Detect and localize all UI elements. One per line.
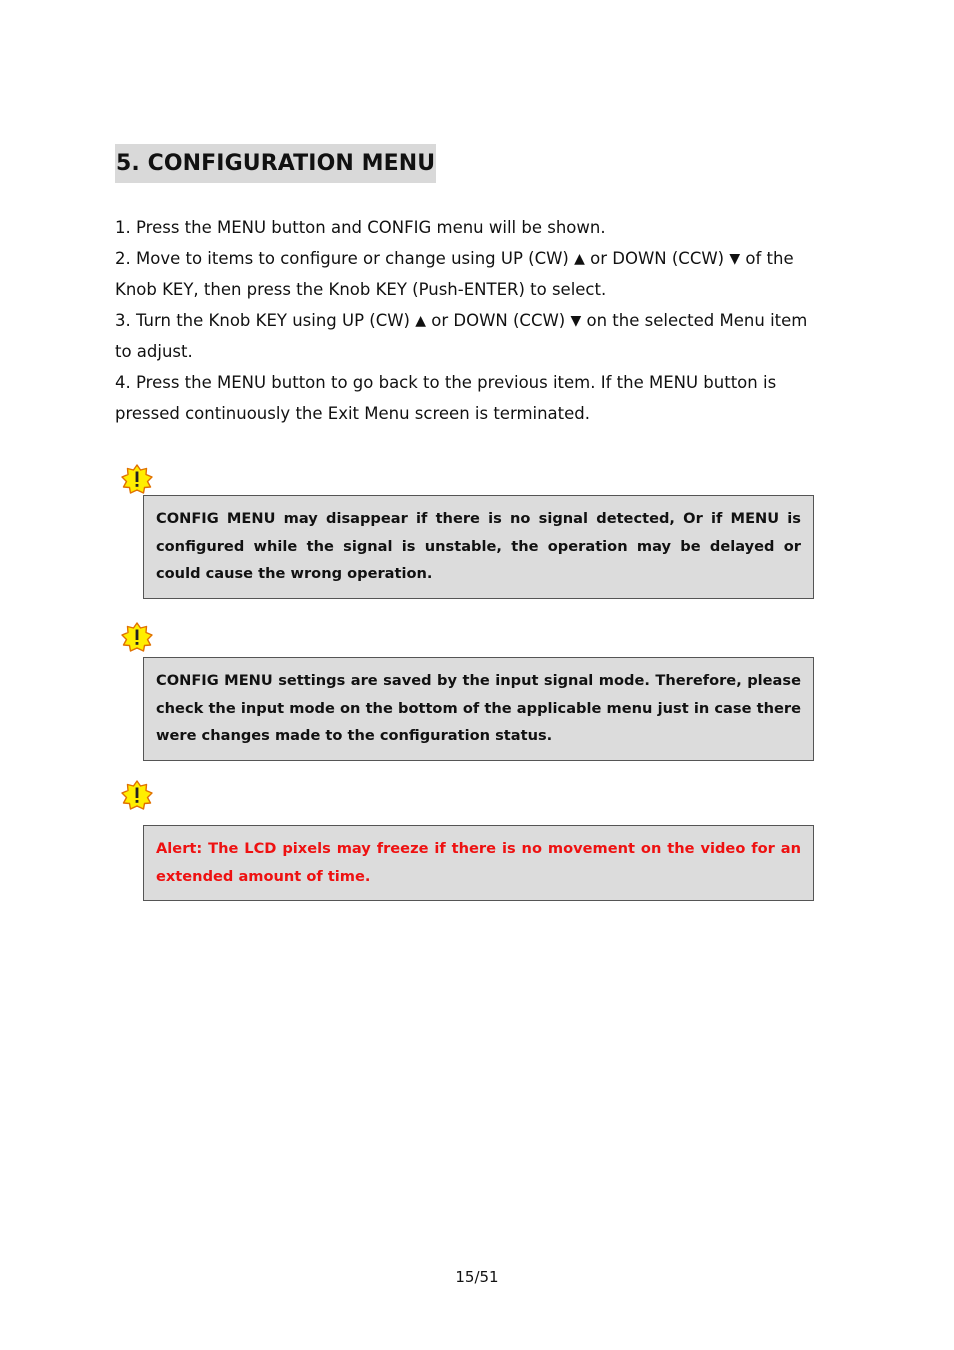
warning-icon: [121, 464, 153, 494]
down-triangle-icon: ▼: [570, 312, 582, 329]
step-2-text-a: 2. Move to items to configure or change using UP (CW): [115, 248, 575, 268]
up-triangle-icon: ▲: [574, 250, 585, 267]
step-2-text-b: or DOWN (CCW): [584, 248, 730, 268]
step-2: [115, 244, 827, 306]
step-2-text-c: of the Knob KEY, then press the Knob KEY (Push-ENTER) to select.: [115, 248, 794, 300]
step-4: 4. Press the MENU button to go back to the previous item. If the MENU button is pressed continuously the Exit Menu screen is terminated.: [115, 372, 777, 423]
alert-text: Alert: The LCD pixels may freeze if there is no movement on the video for an extended amount of time.: [156, 840, 801, 885]
note-box-alert: [143, 825, 814, 901]
step-3-text-a: 3. Turn the Knob KEY using UP (CW): [115, 310, 416, 330]
step-1: 1. Press the MENU button and CONFIG menu will be shown.: [115, 218, 606, 237]
section-heading: 5. CONFIGURATION MENU: [115, 144, 436, 183]
warning-icon: [121, 622, 153, 652]
note-box-signal: [143, 495, 814, 599]
note-box-input-mode: [143, 657, 814, 761]
down-triangle-icon: ▼: [729, 250, 741, 267]
step-3: [115, 306, 827, 368]
step-3-text-b: or DOWN (CCW): [426, 310, 571, 330]
step-3-text-c: on the selected Menu item to adjust.: [115, 310, 808, 362]
note-text: CONFIG MENU settings are saved by the input signal mode. Therefore, please check the input mode on the bottom of the applicable menu just in case there were changes made to the configuration status.: [156, 672, 801, 744]
up-triangle-icon: ▲: [415, 312, 427, 329]
page-number: 15/51: [455, 1268, 499, 1286]
warning-icon: [121, 780, 153, 810]
instruction-steps: [115, 213, 827, 429]
note-text: CONFIG MENU may disappear if there is no signal detected, Or if MENU is configured while the signal is unstable, the operation may be delayed or could cause the wrong operation.: [156, 510, 801, 582]
